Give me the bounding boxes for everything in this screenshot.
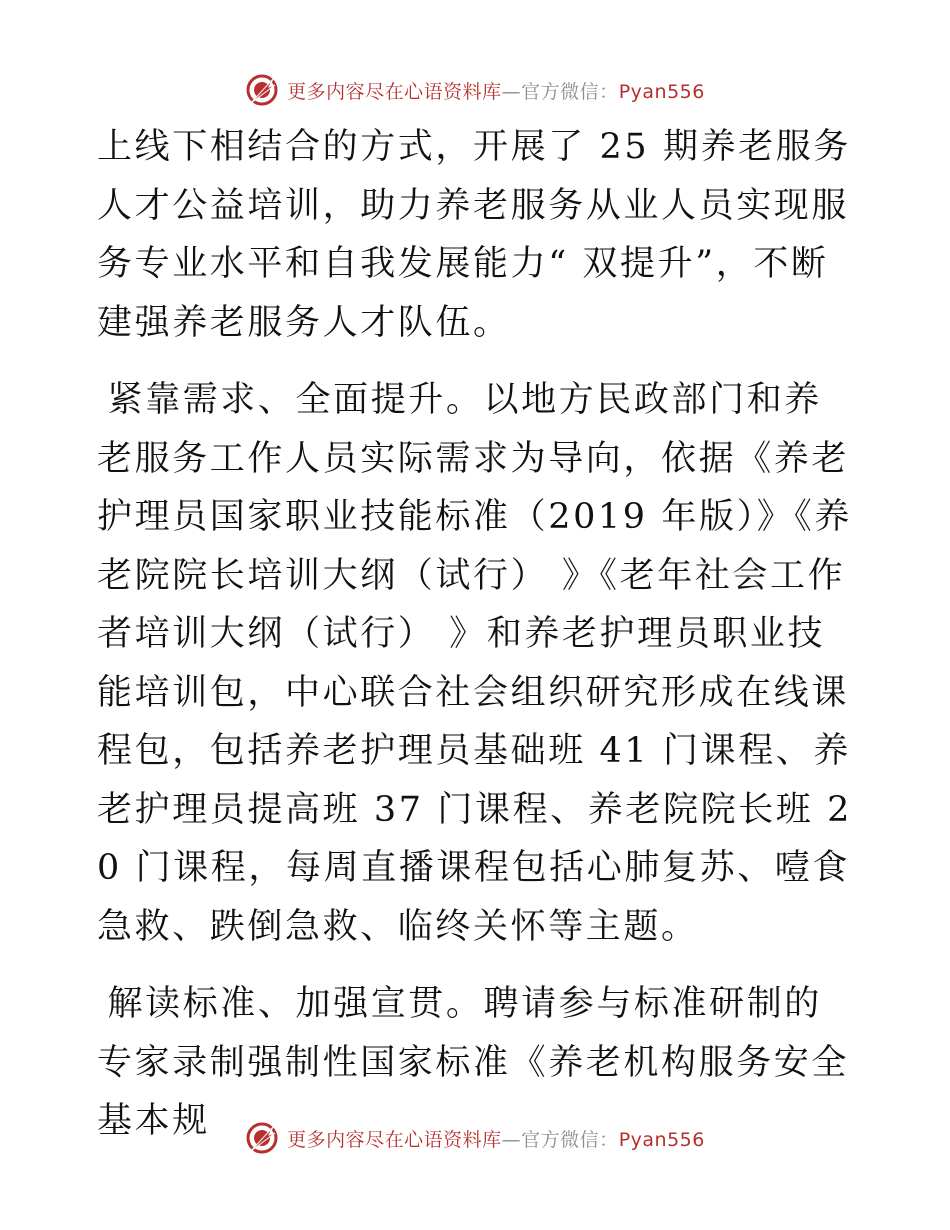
red-circle-quill-logo-icon (245, 73, 279, 107)
footer-banner-text (287, 1125, 705, 1152)
header-banner-text (287, 77, 705, 104)
paragraph-1: 上线下相结合的方式，开展了 25 期养老服务人才公益培训，助力养老服务从业人员实现服务专业水平和自我发展能力“ 双提升”，不断建强养老服务人才队伍。 (97, 127, 851, 343)
paragraph-2: 紧靠需求、全面提升。以地方民政部门和养老服务工作人员实际需求为导向，依据《养老护理员国家职业技能标准（2019 年版）》《养老院院长培训大纲（试行） 》《老年社会工作者培训大纲（试行） 》和养老护理员职业技能培训包，中心联合社会组织研究形成在线课程包，包括养老护理员基础班 41 门课程、养老护理员提高班 37 门课程、养老院院长班 20 门课程，每周直播课程包括心肺复苏、噎食急救、跌倒急救、临终关怀等主题。 (97, 380, 852, 947)
header-banner-wx-id: Pyan556 (618, 80, 705, 103)
footer-banner-dash: — (501, 1128, 522, 1151)
footer-watermark-banner (0, 1118, 950, 1158)
footer-banner-main: 更多内容尽在心语资料库 (287, 1128, 502, 1151)
document-body (97, 118, 857, 1151)
footer-banner-wx-id: Pyan556 (618, 1128, 705, 1151)
red-circle-quill-logo-icon (245, 1121, 279, 1155)
header-banner-dash: — (501, 80, 522, 103)
header-banner-main: 更多内容尽在心语资料库 (287, 80, 502, 103)
paragraph-3: 解读标准、加强宣贯。聘请参与标准研制的专家录制强制性国家标准《养老机构服务安全基本规 (97, 984, 850, 1141)
header-banner-wx-label: 官方微信： (521, 80, 619, 103)
header-watermark-banner (0, 70, 950, 110)
footer-banner-wx-label: 官方微信： (521, 1128, 619, 1151)
